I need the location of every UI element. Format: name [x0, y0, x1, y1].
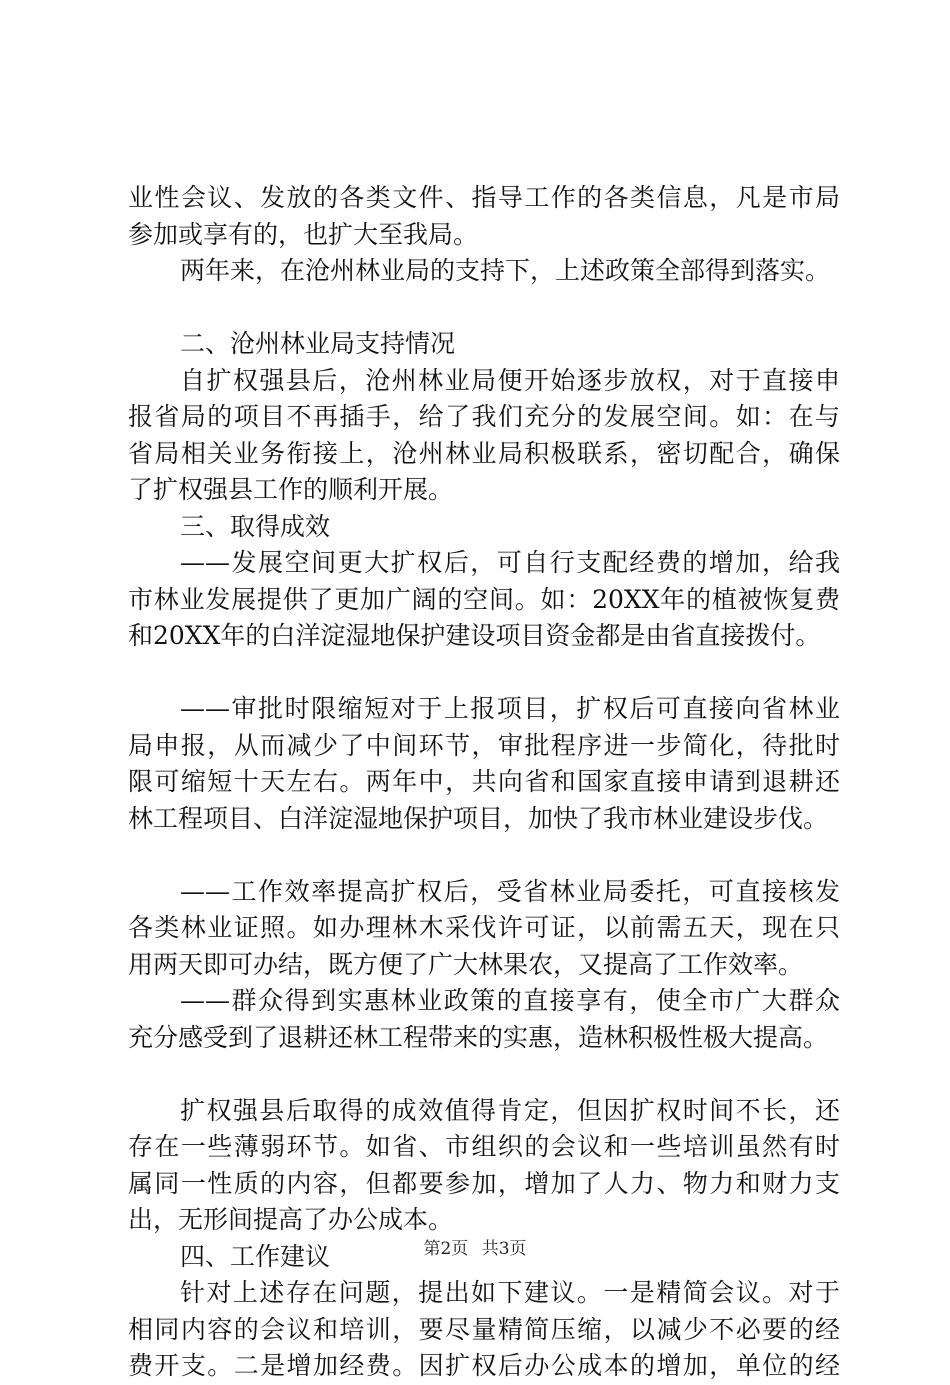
text-line: 限可缩短十天左右。两年中，共向省和国家直接申请到退耕还	[128, 767, 840, 796]
text-line: 二、沧州林业局支持情况	[180, 329, 456, 358]
text-line: 出，无形间提高了办公成本。	[128, 1205, 454, 1234]
text-line: ——群众得到实惠林业政策的直接享有，使全市广大群众	[180, 986, 840, 1015]
text-line: 参加或享有的，也扩大至我局。	[128, 219, 479, 249]
text-line: 相同内容的会议和培训，要尽量精简压缩，以减少不必要的经	[128, 1314, 840, 1344]
text-line: 市林业发展提供了更加广阔的空间。如：20XX年的植被恢复费	[128, 584, 840, 614]
page-number: 第2页	[423, 1239, 469, 1259]
text-line: 费开支。二是增加经费。因扩权后办公成本的增加，单位的经	[128, 1351, 840, 1380]
text-line: 报省局的项目不再插手，给了我们充分的发展空间。如：在与	[128, 402, 840, 431]
text-line: 业性会议、发放的各类文件、指导工作的各类信息，凡是市局	[128, 183, 840, 212]
text-line: 用两天即可办结，既方便了广大林果农，又提高了工作效率。	[128, 949, 804, 979]
text-line: 局申报，从而减少了中间环节，审批程序进一步简化，待批时	[128, 730, 840, 760]
page-total: 共3页	[481, 1239, 527, 1259]
text-line: 自扩权强县后，沧州林业局便开始逐步放权，对于直接申	[180, 365, 840, 395]
paragraph-gap	[128, 655, 840, 692]
paragraph-gap	[128, 290, 840, 327]
page-footer	[0, 1237, 950, 1261]
text-line: 了扩权强县工作的顺利开展。	[128, 475, 454, 504]
text-line: 三、取得成效	[180, 511, 331, 541]
text-line: 充分感受到了退耕还林工程带来的实惠，造林积极性极大提高。	[128, 1022, 829, 1052]
paragraph-gap	[128, 837, 840, 874]
text-line: ——审批时限缩短对于上报项目，扩权后可直接向省林业	[180, 694, 840, 723]
paragraph-gap	[128, 1056, 840, 1093]
text-line: 四、工作建议	[180, 1241, 331, 1271]
text-line: ——发展空间更大扩权后，可自行支配经费的增加，给我	[180, 548, 840, 577]
text-line: 和20XX年的白洋淀湿地保护建设项目资金都是由省直接拨付。	[128, 621, 821, 650]
text-line: 省局相关业务衔接上，沧州林业局积极联系，密切配合，确保	[128, 438, 840, 468]
text-line: 扩权强县后取得的成效值得肯定，但因扩权时间不长，还	[180, 1095, 840, 1125]
text-line: 各类林业证照。如办理林木采伐许可证，以前需五天，现在只	[128, 913, 840, 942]
text-line: 存在一些薄弱环节。如省、市组织的会议和一些培训虽然有时	[128, 1132, 840, 1161]
text-line: 两年来，在沧州林业局的支持下，上述政策全部得到落实。	[180, 256, 831, 285]
text-line: 林工程项目、白洋淀湿地保护项目，加快了我市林业建设步伐。	[128, 803, 829, 833]
document-body	[128, 180, 840, 1385]
text-line: 针对上述存在问题，提出如下建议。一是精简会议。对于	[180, 1278, 840, 1307]
text-line: 属同一性质的内容，但都要参加，增加了人力、物力和财力支	[128, 1168, 840, 1198]
text-line: ——工作效率提高扩权后，受省林业局委托，可直接核发	[180, 876, 840, 906]
